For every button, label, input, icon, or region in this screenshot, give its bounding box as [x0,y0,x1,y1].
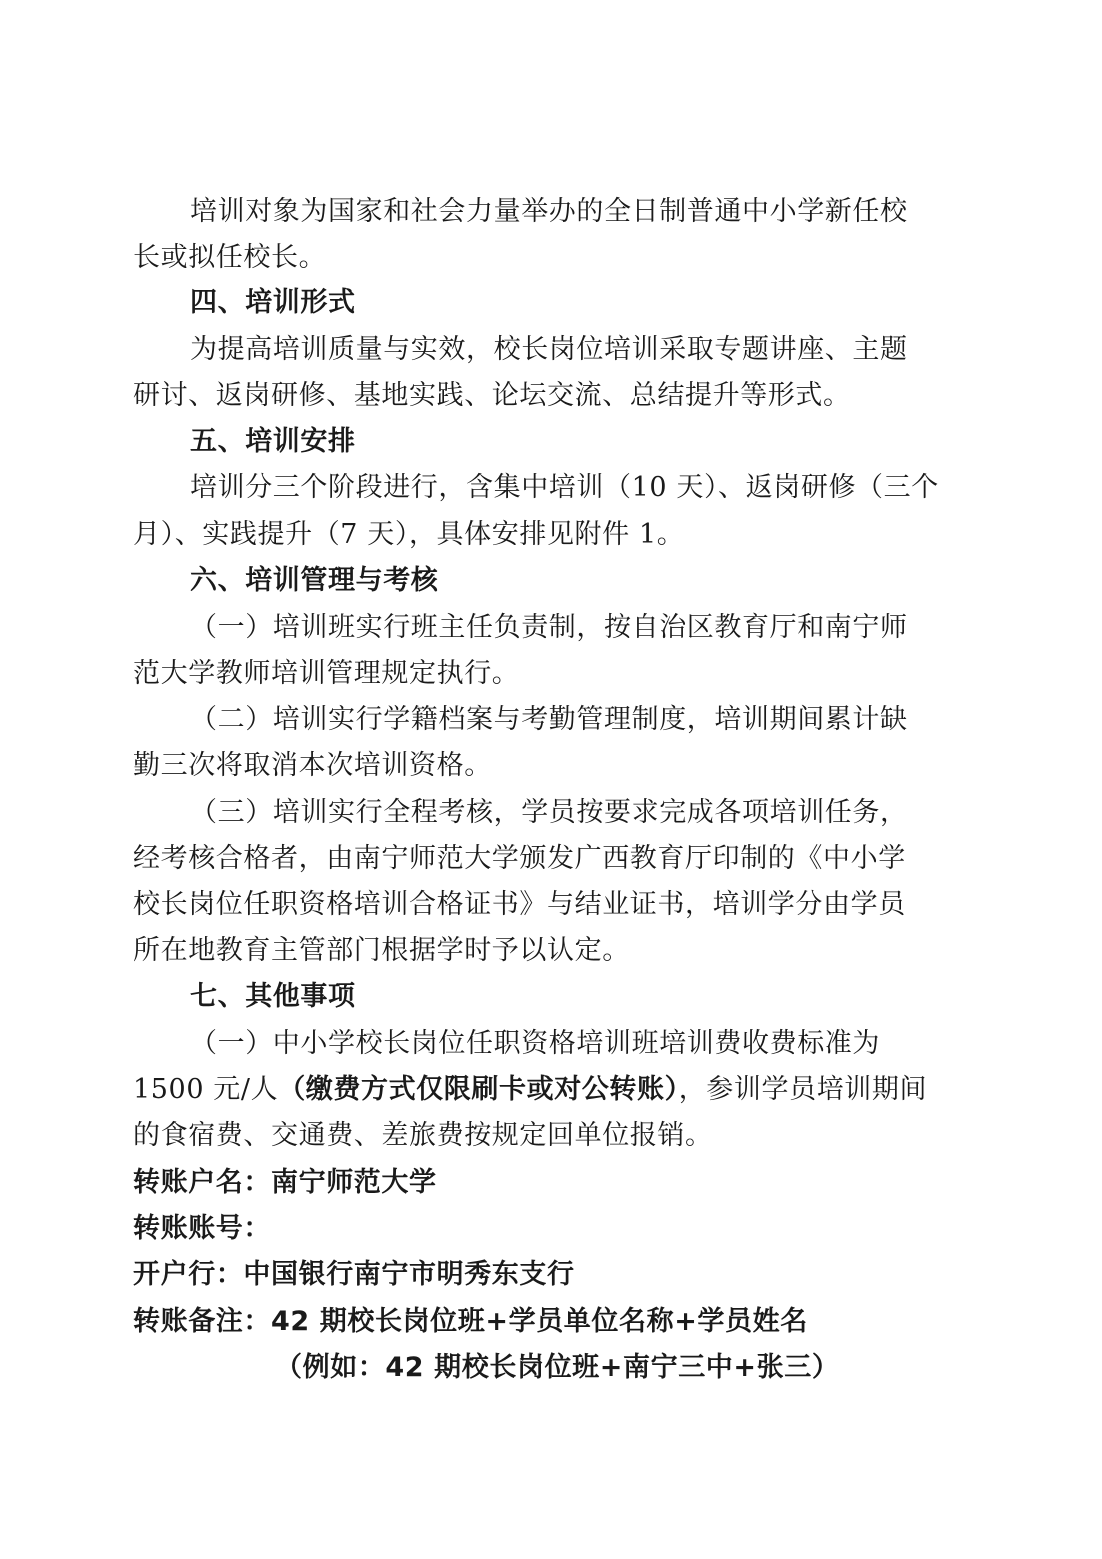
section3-text-line1: 培训对象为国家和社会力量举办的全日制普通中小学新任校 [190,196,908,227]
section7-item1-line2 [133,1073,973,1107]
fee-amount: 1500 元/人 [133,1074,279,1105]
section5-text-line2: 月）、实践提升（7 天），具体安排见附件 1。 [133,519,685,550]
section6-item3-line3: 校长岗位任职资格培训合格证书》与结业证书，培训学分由学员 [133,889,906,920]
section7-heading: 七、其他事项 [190,981,356,1012]
section3-text-line2: 长或拟任校长。 [133,242,327,273]
section6-item2-line1: （二）培训实行学籍档案与考勤管理制度，培训期间累计缺 [190,704,908,735]
section5-text-line1: 培训分三个阶段进行，含集中培训（10 天）、返岗研修（三个 [190,472,939,503]
transfer-account-name: 转账户名：南宁师范大学 [133,1167,437,1198]
transfer-remark-example: （例如：42 期校长岗位班+南宁三中+张三） [275,1352,840,1383]
section6-item1-line1: （一）培训班实行班主任负责制，按自治区教育厅和南宁师 [190,612,908,643]
payment-method-note: （缴费方式仅限刷卡或对公转账） [278,1074,679,1105]
section4-text-line2: 研讨、返岗研修、基地实践、论坛交流、总结提升等形式。 [133,380,851,411]
section6-item3-line1: （三）培训实行全程考核，学员按要求完成各项培训任务， [190,797,908,828]
section6-item3-line2: 经考核合格者，由南宁师范大学颁发广西教育厅印制的《中小学 [133,843,906,874]
transfer-bank: 开户行：中国银行南宁市明秀东支行 [133,1259,575,1290]
section4-heading: 四、培训形式 [190,287,356,318]
section7-item1-line1: （一）中小学校长岗位任职资格培训班培训费收费标准为 [190,1028,880,1059]
section6-item2-line2: 勤三次将取消本次培训资格。 [133,750,492,781]
transfer-account-number: 转账账号： [133,1213,271,1244]
section5-heading: 五、培训安排 [190,426,356,457]
fee-line-continuation: ，参训学员培训期间 [678,1074,928,1105]
section4-text-line1: 为提高培训质量与实效，校长岗位培训采取专题讲座、主题 [190,334,908,365]
section6-item1-line2: 范大学教师培训管理规定执行。 [133,658,520,689]
section7-item1-line3: 的食宿费、交通费、差旅费按规定回单位报销。 [133,1120,713,1151]
transfer-remark: 转账备注：42 期校长岗位班+学员单位名称+学员姓名 [133,1306,808,1337]
section6-heading: 六、培训管理与考核 [190,565,439,596]
section6-item3-line4: 所在地教育主管部门根据学时予以认定。 [133,935,630,966]
